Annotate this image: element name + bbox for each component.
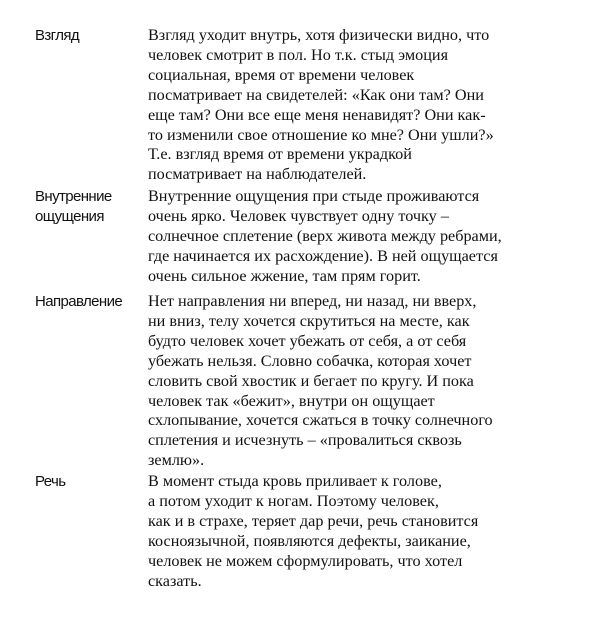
description-line: сказать. (148, 571, 202, 590)
description-direction (148, 292, 568, 471)
term-speech-line-1: Речь (35, 473, 66, 490)
description-line: где начинается их расхождение). В ней ощущается (148, 246, 498, 265)
description-line: ни вниз, телу хочется скрутиться на месте, как (148, 311, 470, 330)
description-line: еще там? Они все еще меня ненавидят? Они как- (148, 105, 486, 124)
description-line: очень сильное жжение, там прям горит. (148, 266, 421, 285)
term-inner-sensations (35, 187, 143, 227)
description-line: а потом уходит к ногам. Поэтому человек, (148, 491, 439, 510)
description-line: человек не можем сформулировать, что хотел (148, 551, 463, 570)
description-line: В момент стыда кровь приливает к голове, (148, 472, 442, 490)
description-gaze (148, 26, 568, 185)
description-line: будто человек хочет убежать от себя, а от себя (148, 331, 467, 350)
description-line: солнечное сплетение (верх живота между ребрами, (148, 226, 502, 245)
description-line: Взгляд уходит внутрь, хотя физически видно, что (148, 26, 490, 44)
description-line: словить свой хвостик и бегает по кругу. И пока (148, 371, 474, 390)
description-speech (148, 472, 568, 591)
description-line: как и в страхе, теряет дар речи, речь становится (148, 511, 479, 530)
description-line: сплетения и исчезнуть – «провалиться сквозь (148, 431, 462, 450)
description-line: схлопывание, хочется сжаться в точку солнечного (148, 411, 493, 430)
term-inner-sensations-line-1: Внутренние (35, 188, 112, 205)
description-line: посматривает на наблюдателей. (148, 165, 367, 184)
description-line: очень ярко. Человек чувствует одну точку – (148, 206, 449, 225)
description-line: посматривает на свидетелей: «Как они там? Они (148, 85, 484, 104)
term-direction (35, 292, 143, 312)
description-line: человек смотрит в пол. Но т.к. стыд эмоция (148, 45, 449, 64)
description-line: Нет направления ни вперед, ни назад, ни вверх, (148, 292, 477, 310)
term-inner-sensations-line-2: ощущения (35, 208, 104, 225)
description-line: косноязычной, появляются дефекты, заикание, (148, 531, 471, 550)
description-inner-sensations (148, 187, 568, 287)
description-line: социальная, время от времени человек (148, 65, 415, 84)
term-direction-line-1: Направление (35, 293, 123, 310)
description-line: Внутренние ощущения при стыде проживаются (148, 187, 480, 205)
description-line: Т.е. взгляд время от времени украдкой (148, 145, 412, 164)
term-speech (35, 472, 143, 492)
description-line: убежать нельзя. Словно собачка, которая хочет (148, 351, 472, 370)
term-gaze-line-1: Взгляд (35, 27, 80, 44)
description-line: человек так «бежит», внутри он ощущает (148, 391, 435, 410)
term-gaze (35, 26, 143, 46)
description-line: землю». (148, 451, 205, 470)
description-line: то изменили свое отношение ко мне? Они ушли?» (148, 125, 494, 144)
